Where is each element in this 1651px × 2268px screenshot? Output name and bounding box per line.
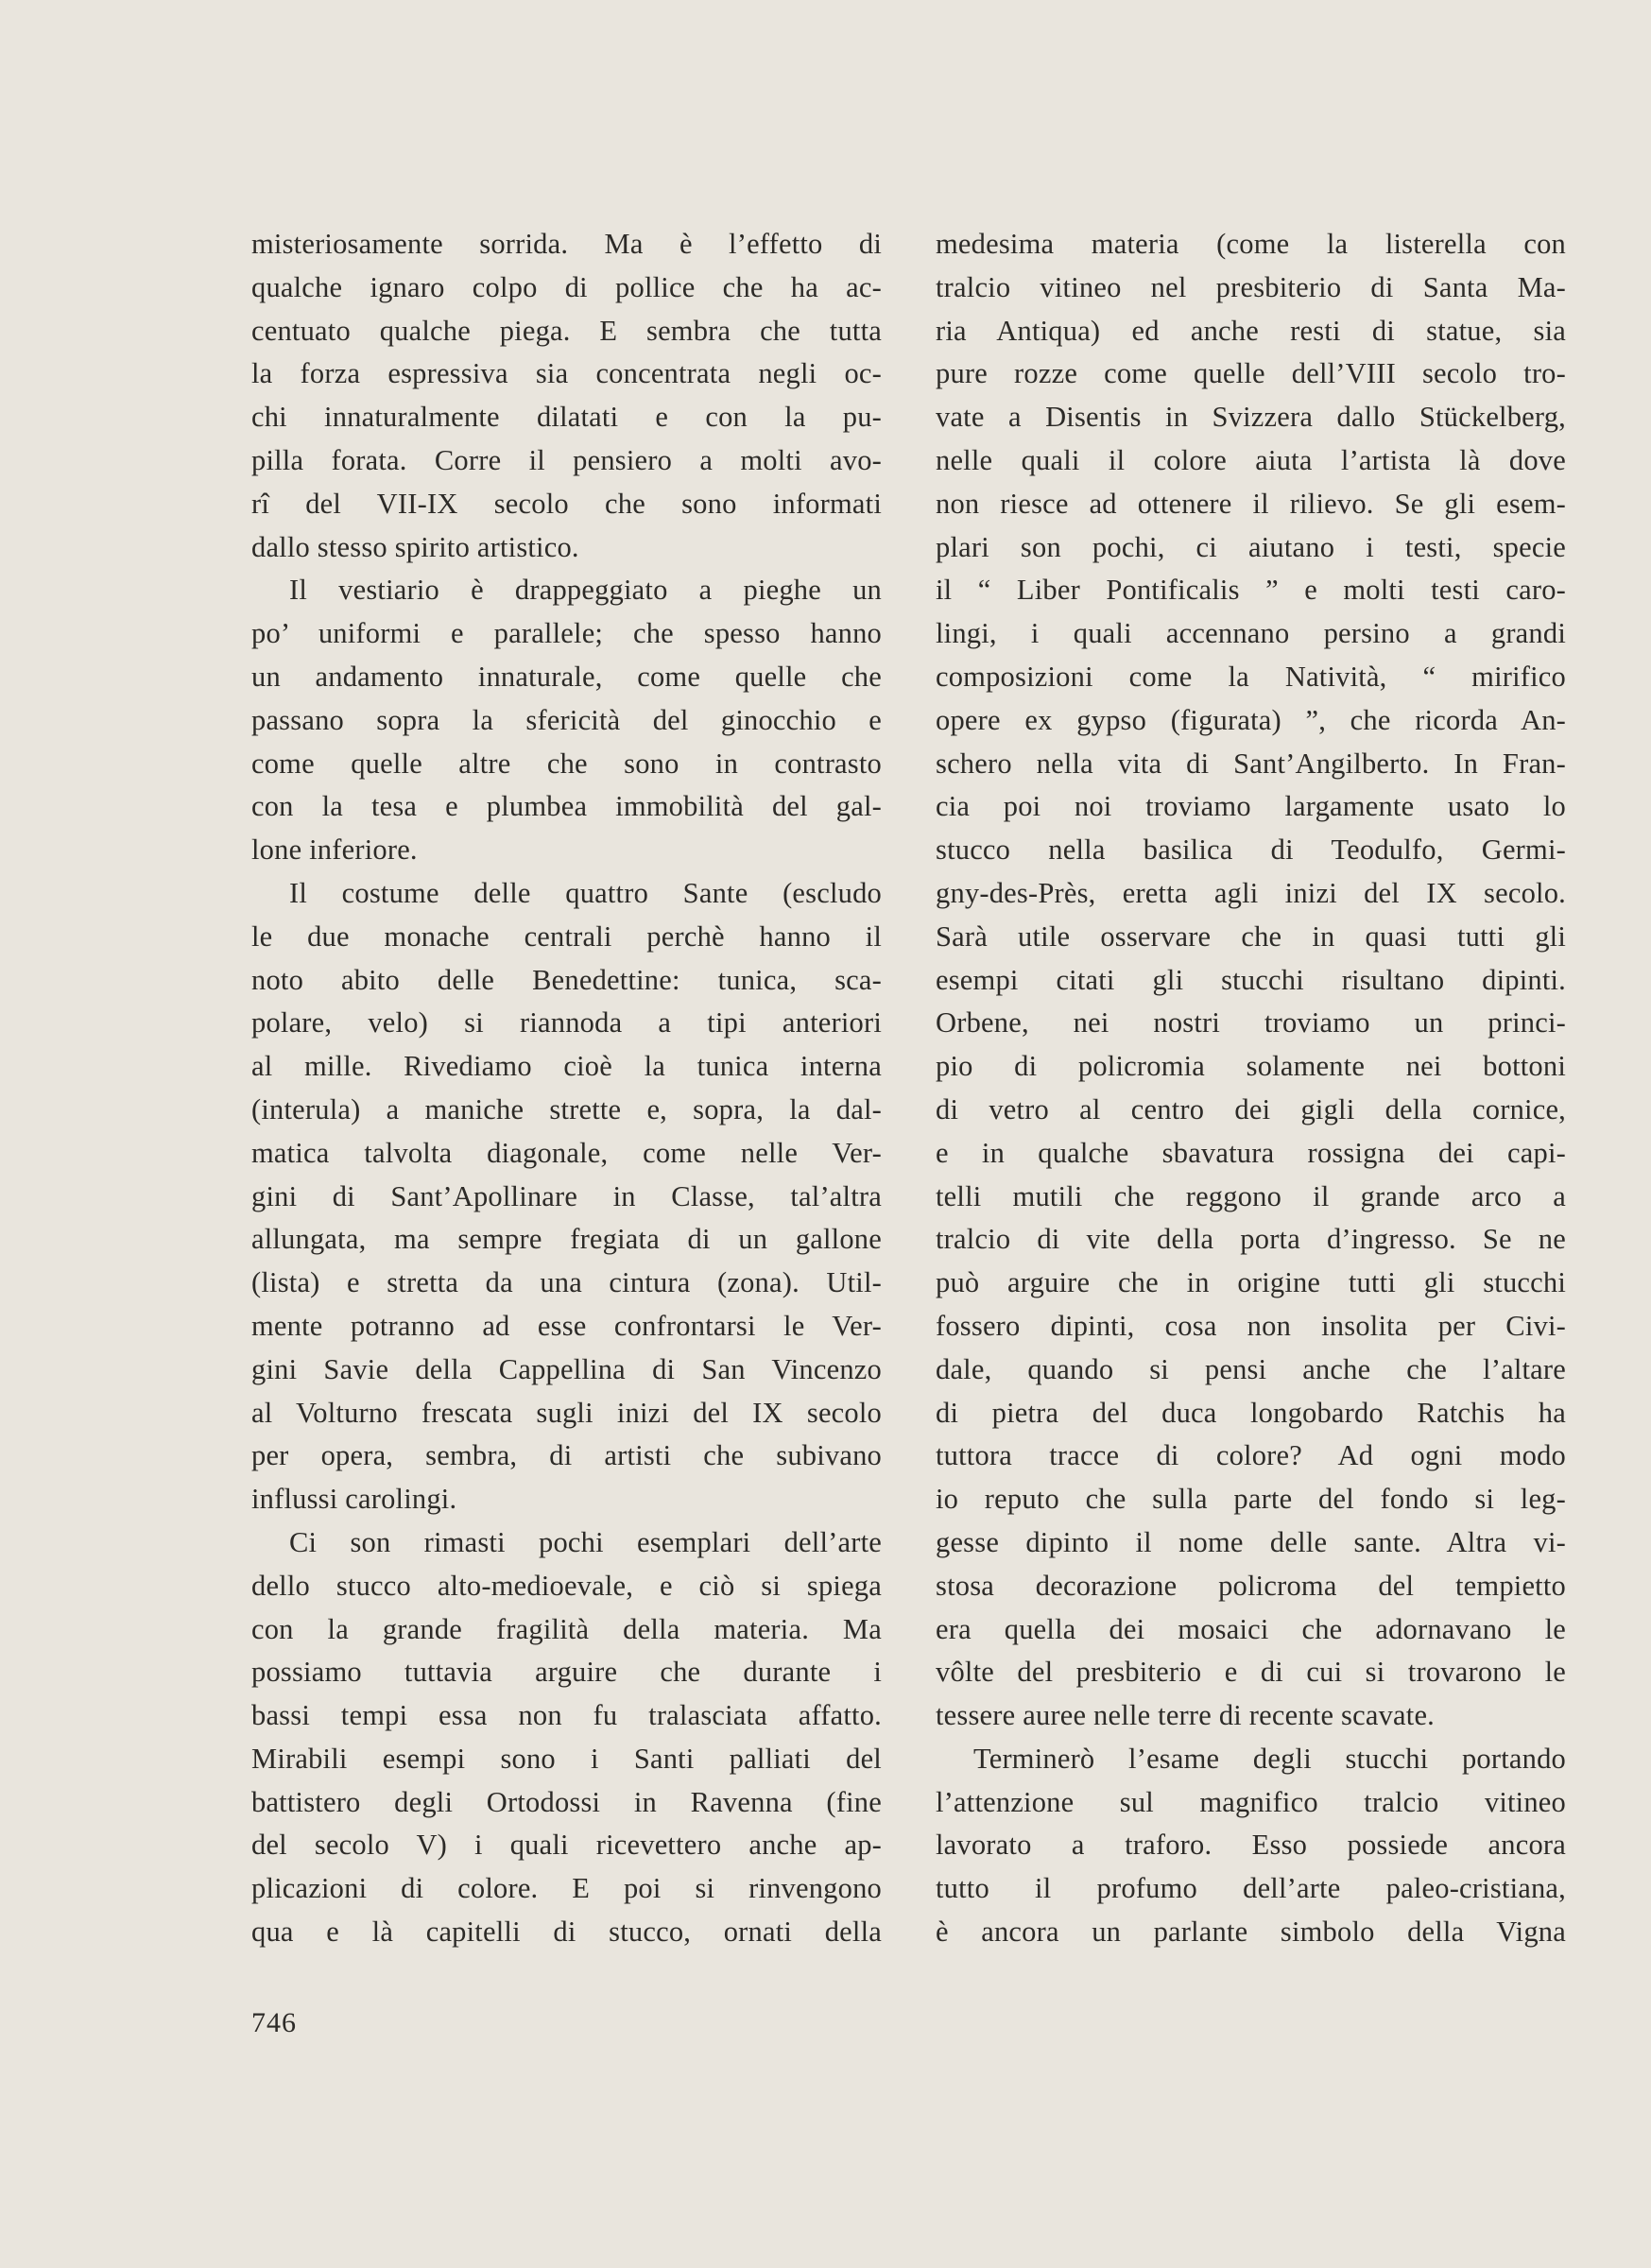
text-line: un andamento innaturale, come quelle che (251, 660, 882, 693)
text-line: al Volturno frescata sugli inizi del IX secolo (251, 1396, 882, 1429)
text-line: esempi citati gli stucchi risultano dipinti. (936, 963, 1566, 996)
text-line: lone inferiore. (251, 833, 418, 867)
text-line: nelle quali il colore aiuta l’artista là dove (936, 443, 1566, 476)
text-line: gini Savie della Cappellina di San Vincenzo (251, 1352, 882, 1385)
text-line: Mirabili esempi sono i Santi palliati del (251, 1742, 882, 1775)
text-line: tralcio di vite della porta d’ingresso. Se ne (936, 1223, 1566, 1256)
text-line: noto abito delle Benedettine: tunica, sca- (251, 963, 882, 996)
text-line: influssi carolingi. (251, 1483, 457, 1516)
text-line: lavorato a traforo. Esso possiede ancora (936, 1829, 1566, 1862)
text-line: opere ex gypso (figurata) ”, che ricorda An- (936, 703, 1566, 736)
text-line: tuttora tracce di colore? Ad ogni modo (936, 1439, 1566, 1472)
text-line: lingi, i quali accennano persino a grandi (936, 617, 1566, 650)
text-line: (interula) a maniche strette e, sopra, la dal- (251, 1092, 882, 1125)
text-line: è ancora un parlante simbolo della Vigna (936, 1916, 1566, 1949)
text-line: con la tesa e plumbea immobilità del gal- (251, 790, 882, 823)
text-line: gny-des-Près, eretta agli inizi del IX secolo. (936, 876, 1566, 909)
text-line: Ci son rimasti pochi esemplari dell’arte (289, 1525, 882, 1558)
text-line: e in qualche sbavatura rossigna dei capi- (936, 1136, 1566, 1169)
text-line: la forza espressiva sia concentrata negli oc- (251, 357, 882, 390)
text-line: possiamo tuttavia arguire che durante i (251, 1656, 882, 1689)
text-line: con la grande fragilità della materia. Ma (251, 1612, 882, 1645)
text-line: per opera, sembra, di artisti che subivano (251, 1439, 882, 1472)
text-line: vate a Disentis in Svizzera dallo Stückelberg, (936, 401, 1566, 434)
text-line: ria Antiqua) ed anche resti di statue, sia (936, 314, 1566, 347)
text-line: po’ uniformi e parallele; che spesso hanno (251, 617, 882, 650)
text-line: pio di policromia solamente nei bottoni (936, 1050, 1566, 1083)
text-line: il “ Liber Pontificalis ” e molti testi caro- (936, 574, 1566, 607)
text-line: chi innaturalmente dilatati e con la pu- (251, 401, 882, 434)
text-line: mente potranno ad esse confrontarsi le Ver- (251, 1309, 882, 1342)
text-line: dallo stesso spirito artistico. (251, 530, 579, 563)
text-line: dello stucco alto-medioevale, e ciò si spiega (251, 1569, 882, 1602)
text-line: medesima materia (come la listerella con (936, 228, 1566, 260)
text-line: del secolo V) i quali ricevettero anche ap- (251, 1829, 882, 1862)
text-line: allungata, ma sempre fregiata di un gallone (251, 1223, 882, 1256)
text-line: può arguire che in origine tutti gli stucchi (936, 1266, 1566, 1299)
text-line: non riesce ad ottenere il rilievo. Se gli esem- (936, 487, 1566, 520)
text-line: plicazioni di colore. E poi si rinvengono (251, 1872, 882, 1905)
text-line: bassi tempi essa non fu tralasciata affatto. (251, 1699, 882, 1732)
text-line: qua e là capitelli di stucco, ornati della (251, 1916, 882, 1949)
text-line: stosa decorazione policroma del tempietto (936, 1569, 1566, 1602)
text-line: Il costume delle quattro Sante (escludo (289, 876, 882, 909)
text-line: battistero degli Ortodossi in Ravenna (fine (251, 1785, 882, 1818)
text-line: fossero dipinti, cosa non insolita per Civi- (936, 1309, 1566, 1342)
text-line: gini di Sant’Apollinare in Classe, tal’altra (251, 1179, 882, 1212)
text-line: (lista) e stretta da una cintura (zona). Util- (251, 1266, 882, 1299)
text-line: Sarà utile osservare che in quasi tutti gli (936, 919, 1566, 953)
text-line: Orbene, nei nostri troviamo un princi- (936, 1006, 1566, 1040)
text-line: al mille. Rivediamo cioè la tunica interna (251, 1050, 882, 1083)
text-line: pilla forata. Corre il pensiero a molti avo- (251, 443, 882, 476)
text-line: centuato qualche piega. E sembra che tutta (251, 314, 882, 347)
text-line: Il vestiario è drappeggiato a pieghe un (289, 574, 882, 607)
text-line: io reputo che sulla parte del fondo si leg- (936, 1483, 1566, 1516)
text-line: polare, velo) si riannoda a tipi anteriori (251, 1006, 882, 1040)
right-text-column (936, 223, 1566, 1954)
text-line: di vetro al centro dei gigli della cornice, (936, 1092, 1566, 1125)
text-line: era quella dei mosaici che adornavano le (936, 1612, 1566, 1645)
text-line: cia poi noi troviamo largamente usato lo (936, 790, 1566, 823)
text-line: le due monache centrali perchè hanno il (251, 919, 882, 953)
text-line: plari son pochi, ci aiutano i testi, specie (936, 530, 1566, 563)
text-line: tralcio vitineo nel presbiterio di Santa Ma- (936, 270, 1566, 303)
text-line: misteriosamente sorrida. Ma è l’effetto di (251, 228, 882, 260)
left-text-column (251, 223, 882, 1954)
text-line: composizioni come la Natività, “ mirifico (936, 660, 1566, 693)
text-line: matica talvolta diagonale, come nelle Ver- (251, 1136, 882, 1169)
text-line: telli mutili che reggono il grande arco a (936, 1179, 1566, 1212)
text-line: tessere auree nelle terre di recente scavate. (936, 1699, 1436, 1732)
text-line: gesse dipinto il nome delle sante. Altra vi- (936, 1525, 1566, 1558)
text-line: pure rozze come quelle dell’VIII secolo tro- (936, 357, 1566, 390)
text-line: l’attenzione sul magnifico tralcio vitineo (936, 1785, 1566, 1818)
text-line: rî del VII-IX secolo che sono informati (251, 487, 882, 520)
text-line: vôlte del presbiterio e di cui si trovarono le (936, 1656, 1566, 1689)
text-line: schero nella vita di Sant’Angilberto. In Fran- (936, 747, 1566, 780)
text-line: come quelle altre che sono in contrasto (251, 747, 882, 780)
text-line: Terminerò l’esame degli stucchi portando (973, 1742, 1566, 1775)
text-line: tutto il profumo dell’arte paleo-cristiana, (936, 1872, 1566, 1905)
text-line: dale, quando si pensi anche che l’altare (936, 1352, 1566, 1385)
page-number: 746 (251, 2007, 297, 2038)
text-line: passano sopra la sfericità del ginocchio e (251, 703, 882, 736)
text-line: stucco nella basilica di Teodulfo, Germi- (936, 833, 1566, 867)
text-line: di pietra del duca longobardo Ratchis ha (936, 1396, 1566, 1429)
text-line: qualche ignaro colpo di pollice che ha ac- (251, 270, 882, 303)
